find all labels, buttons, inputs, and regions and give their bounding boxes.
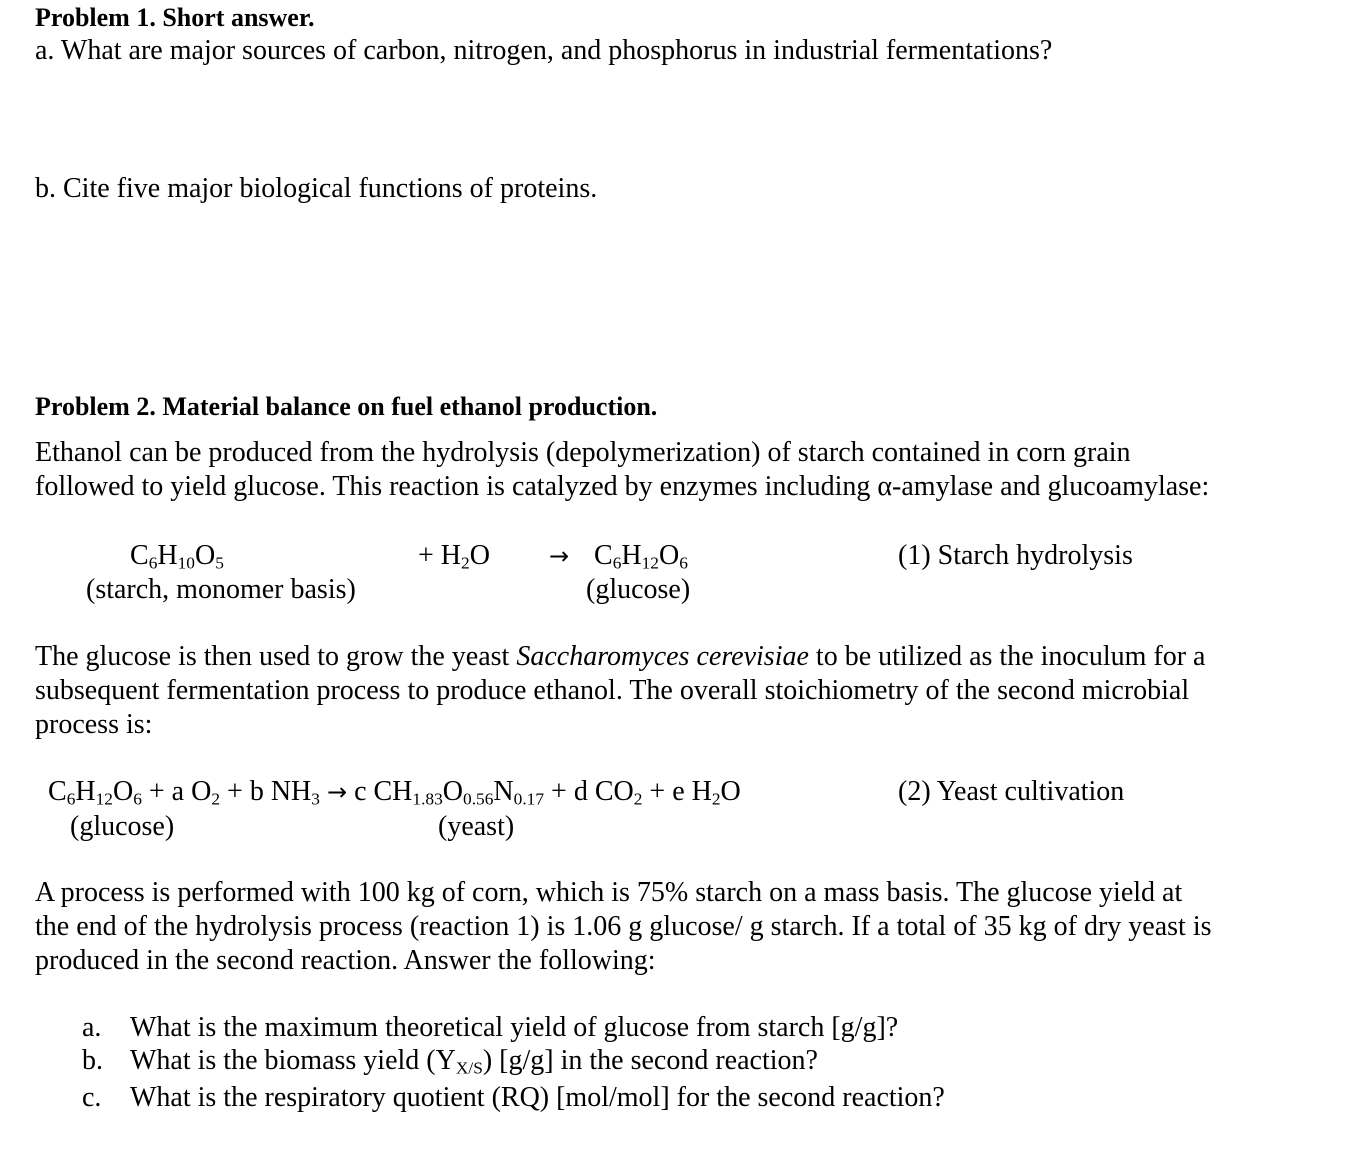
- problem1-question-a: a. What are major sources of carbon, nitrogen, and phosphorus in industrial fermentations?: [35, 35, 1053, 66]
- para3-line-3: produced in the second reaction. Answer the following:: [35, 945, 656, 976]
- glucose-formula: $C_6H_{12}O_6$: [594, 540, 688, 573]
- starch-formula: $C_6H_{10}O_5$: [130, 540, 224, 573]
- problem1-question-b: b. Cite five major biological functions of proteins.: [35, 173, 598, 204]
- question-a-text: What is the maximum theoretical yield of glucose from starch [g/g]?: [130, 1012, 899, 1043]
- intro-line-1: Ethanol can be produced from the hydrolysis (depolymerization) of starch contained in corn grain: [35, 437, 1131, 468]
- problem2-intro: [35, 436, 1209, 504]
- problem2-paragraph-2: [35, 640, 1205, 742]
- question-c-label: c.: [82, 1082, 102, 1113]
- problem1-title: Problem 1. Short answer.: [35, 3, 315, 32]
- reaction2-arrow-icon: →: [326, 778, 348, 806]
- problem2-paragraph-3: [35, 876, 1212, 978]
- water-term: + $H_2O$: [418, 540, 490, 573]
- question-b-text: What is the biomass yield $(Y_{X/S})$ [g/g] in the second reaction?: [130, 1045, 818, 1078]
- para2-line-3: process is:: [35, 709, 153, 740]
- question-c: [82, 1081, 945, 1115]
- organism-name: Saccharomyces cerevisiae: [516, 641, 809, 672]
- starch-caption: (starch, monomer basis): [86, 574, 356, 605]
- question-c-text: What is the respiratory quotient (RQ) [mol/mol] for the second reaction?: [130, 1082, 945, 1113]
- para3-line-2: the end of the hydrolysis process (reaction 1) is 1.06 g glucose/ g starch. If a total of 35 kg of dry yeast is: [35, 911, 1212, 942]
- glucose-caption: (glucose): [586, 574, 691, 605]
- reaction2-glucose-caption: (glucose): [70, 811, 175, 842]
- question-a-label: a.: [82, 1012, 102, 1043]
- reaction2-equation: $C_6H_{12}O_6 + a$ $O_2 + b$ $NH_3 \to c$ $CH_{1.83}O_{0.56}N_{0.17} + d$ $CO_2 + e$ $H_2O$: [48, 776, 741, 809]
- reaction2-label: (2) Yeast cultivation: [898, 776, 1125, 807]
- question-b-label: b.: [82, 1045, 103, 1076]
- reaction1-label: (1) Starch hydrolysis: [898, 540, 1133, 571]
- plus-sign: +: [418, 540, 441, 571]
- para2-line-1: The glucose is then used to grow the yeast Saccharomyces cerevisiae to be utilized as the inoculum for a: [35, 641, 1206, 672]
- question-a: [82, 1011, 898, 1045]
- reaction-arrow-icon: →: [549, 542, 570, 570]
- reaction2-yeast-caption: (yeast): [438, 811, 515, 842]
- problem2-title: Problem 2. Material balance on fuel ethanol production.: [35, 392, 658, 421]
- question-b: [82, 1044, 818, 1078]
- para3-line-1: A process is performed with 100 kg of corn, which is 75% starch on a mass basis. The glucose yield at: [35, 877, 1183, 908]
- para2-line-2: subsequent fermentation process to produce ethanol. The overall stoichiometry of the second microbial: [35, 675, 1190, 706]
- intro-line-2: followed to yield glucose. This reaction is catalyzed by enzymes including α-amylase and glucoamylase:: [35, 471, 1210, 502]
